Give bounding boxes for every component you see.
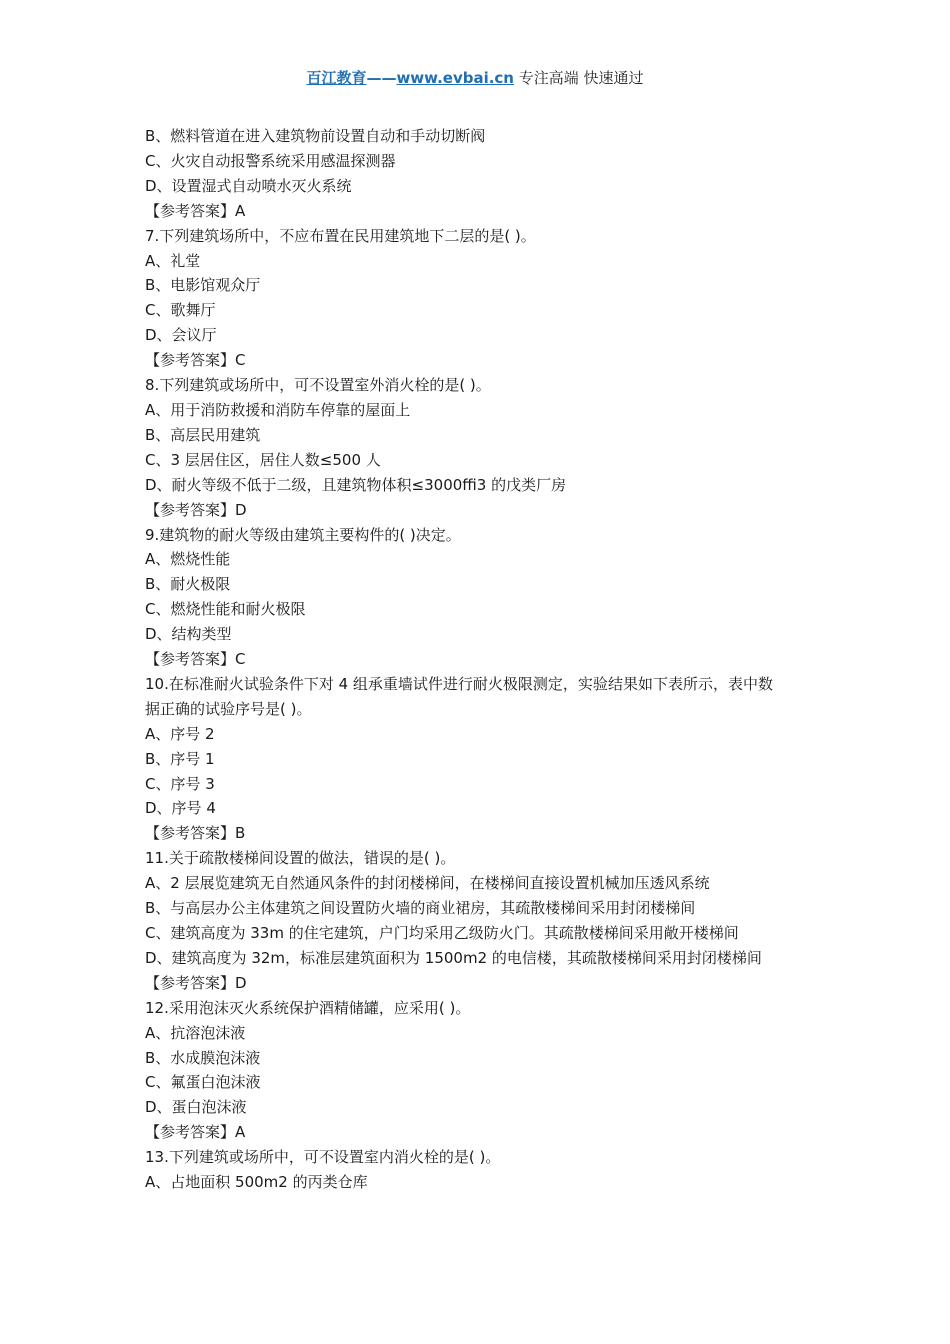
option-line: A、序号 2 — [145, 724, 215, 743]
option-line: D、耐火等级不低于二级，且建筑物体积≤3000ffi3 的戊类厂房 — [145, 475, 567, 494]
option-line: C、燃烧性能和耐火极限 — [145, 600, 306, 619]
option-line: D、建筑高度为 32m，标准层建筑面积为 1500m2 的电信楼，其疏散楼梯间采用封闭楼梯间 — [145, 948, 762, 967]
option-line: A、礼堂 — [145, 251, 201, 270]
option-line: A、燃烧性能 — [145, 550, 231, 569]
option-line: A、占地面积 500m2 的丙类仓库 — [145, 1173, 368, 1192]
option-line: B、水成膜泡沫液 — [145, 1048, 261, 1067]
option-line: A、2 层展览建筑无自然通风条件的封闭楼梯间，在楼梯间直接设置机械加压透风系统 — [145, 874, 710, 893]
question-line: 9.建筑物的耐火等级由建筑主要构件的( )决定。 — [145, 525, 461, 544]
answer-line: 【参考答案】D — [145, 973, 247, 992]
text-line: C、火灾自动报警系统采用感温探测器 — [145, 151, 396, 170]
option-line: D、蛋白泡沫液 — [145, 1098, 247, 1117]
answer-line: 【参考答案】C — [145, 650, 246, 669]
answer-line: 【参考答案】D — [145, 500, 247, 519]
option-line: C、歌舞厅 — [145, 301, 216, 320]
question-line: 7.下列建筑场所中，不应布置在民用建筑地下二层的是( )。 — [145, 226, 536, 245]
text-line: B、燃料管道在进入建筑物前设置自动和手动切断阀 — [145, 127, 486, 145]
question-line: 12.采用泡沫灭火系统保护酒精储罐，应采用( )。 — [145, 998, 471, 1017]
question-line: 10.在标准耐火试验条件下对 4 组承重墙试件进行耐火极限测定，实验结果如下表所示，表中数 — [145, 674, 773, 693]
option-line: D、会议厅 — [145, 326, 217, 345]
option-line: A、抗溶泡沫液 — [145, 1023, 246, 1042]
option-line: B、序号 1 — [145, 749, 215, 768]
option-line: B、高层民用建筑 — [145, 425, 261, 444]
document-body — [145, 124, 815, 1195]
option-line: D、序号 4 — [145, 799, 216, 818]
option-line: B、耐火极限 — [145, 575, 231, 594]
option-line: B、与高层办公主体建筑之间设置防火墙的商业裙房，其疏散楼梯间采用封闭楼梯间 — [145, 899, 696, 918]
answer-line: 【参考答案】B — [145, 824, 246, 843]
option-line: C、氟蛋白泡沫液 — [145, 1073, 261, 1092]
site-link[interactable]: www.evbai.cn — [396, 69, 514, 87]
answer-line: 【参考答案】C — [145, 351, 246, 370]
page-header — [0, 67, 950, 89]
option-line: C、序号 3 — [145, 774, 215, 793]
text-line: D、设置湿式自动喷水灭火系统 — [145, 176, 352, 195]
option-line: C、3 层居住区，居住人数≤500 人 — [145, 450, 381, 469]
option-line: D、结构类型 — [145, 625, 232, 644]
option-line: B、电影馆观众厅 — [145, 276, 261, 295]
question-line: 13.下列建筑或场所中，可不设置室内消火栓的是( )。 — [145, 1148, 501, 1167]
question-line: 11.关于疏散楼梯间设置的做法，错误的是( )。 — [145, 849, 456, 868]
answer-line: 【参考答案】A — [145, 201, 246, 220]
option-line: A、用于消防救援和消防车停靠的屋面上 — [145, 400, 411, 419]
answer-line: 【参考答案】A — [145, 1123, 246, 1142]
question-line: 8.下列建筑或场所中，可不设置室外消火栓的是( )。 — [145, 376, 491, 395]
brand-link[interactable]: 百江教育 — [306, 69, 367, 87]
option-line: C、建筑高度为 33m 的住宅建筑，户门均采用乙级防火门。其疏散楼梯间采用敞开楼梯间 — [145, 924, 739, 942]
question-line: 据正确的试验序号是( )。 — [145, 699, 312, 718]
header-separator: —— — [366, 69, 397, 87]
header-slogan: 专注高端 快速通过 — [514, 69, 644, 87]
